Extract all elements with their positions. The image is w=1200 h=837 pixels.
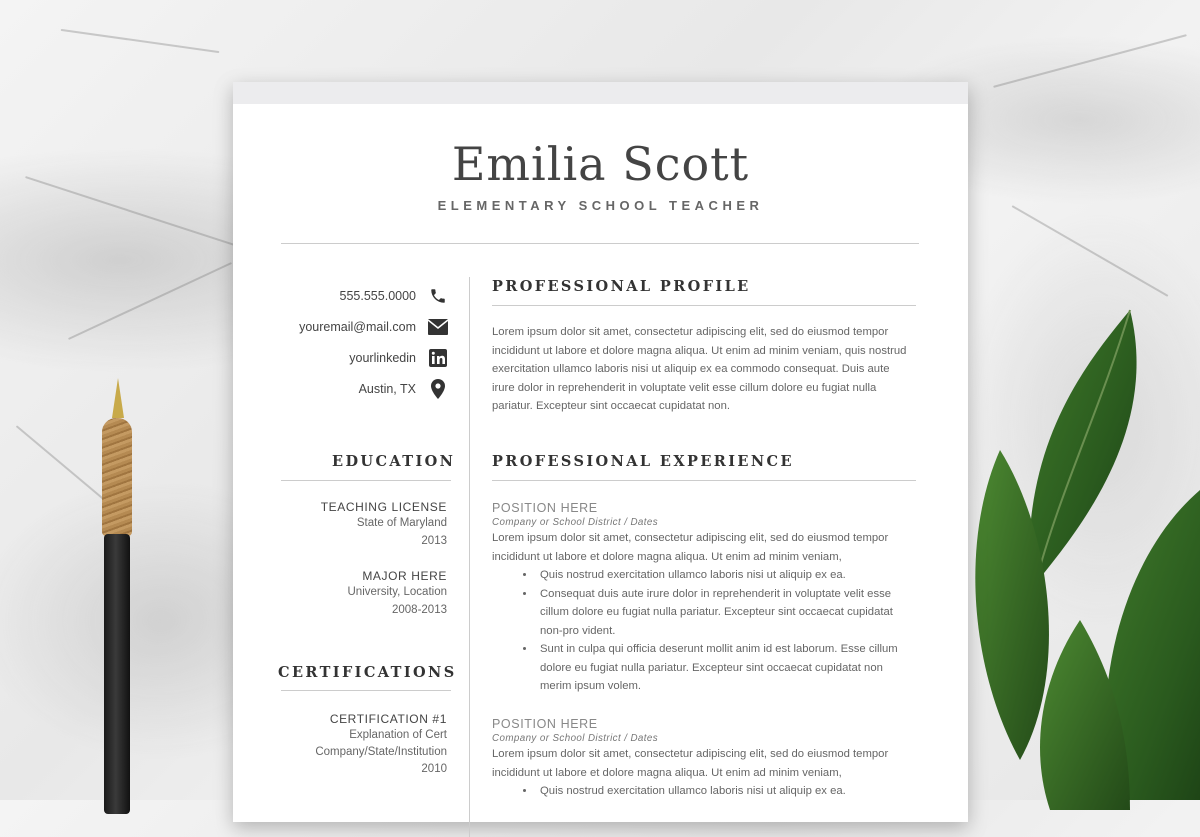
candidate-name: Emilia Scott: [451, 137, 750, 191]
job-company: Company or School District / Dates: [492, 733, 659, 744]
envelope-icon: [428, 317, 448, 337]
phone-icon: [428, 286, 448, 306]
profile-heading: PROFESSIONAL PROFILE: [492, 278, 751, 295]
column-divider: [469, 277, 470, 837]
contact-linkedin: [248, 342, 448, 373]
candidate-title: ELEMENTARY SCHOOL TEACHER: [437, 198, 764, 213]
experience-rule: [492, 480, 916, 481]
certification-title: CERTIFICATION #1: [329, 712, 447, 726]
job-bullets: [492, 566, 912, 696]
marble-vein: [61, 29, 220, 53]
job-entry: [492, 500, 912, 696]
job-entry: [492, 716, 912, 801]
marble-vein: [993, 34, 1187, 88]
plant-leaves-image: [960, 290, 1200, 810]
education-year: 2013: [421, 535, 447, 547]
job-bullet: • Consequat duis aute irure dolor in reprehenderit in voluptate velit esse cillum dolore eu fugiat nulla pariatur. Excepteur sint occaecat cupidatat non-pro vident.: [536, 585, 912, 641]
fountain-pen-image: [96, 378, 140, 808]
email-text: youremail@mail.com: [299, 319, 416, 334]
education-year: 2008-2013: [392, 604, 447, 616]
education-title: MAJOR HERE: [362, 569, 447, 583]
education-line: State of Maryland: [356, 517, 447, 529]
certification-line: Explanation of Cert: [349, 729, 447, 741]
education-line: University, Location: [347, 586, 447, 598]
profile-text: Lorem ipsum dolor sit amet, consectetur adipiscing elit, sed do eiusmod tempor incididunt ut labore et dolore magna aliqua. Ut enim ad minim veniam, quis nostrud exercitation ullamco laboris nisi ut aliquip ex ea commodo consequat. Duis aute irure dolor in reprehenderit in voluptate velit esse cillum dolore eu fugiat nulla pariatur. Excepteur sint occaecat cupidatat non.: [492, 326, 907, 412]
certifications-rule: [281, 690, 451, 691]
phone-text: 555.555.0000: [339, 288, 416, 303]
top-band: [233, 82, 968, 104]
location-pin-icon: [428, 379, 448, 399]
job-summary: Lorem ipsum dolor sit amet, consectetur adipiscing elit, sed do eiusmod tempor incididunt ut labore et dolore magna aliqua. Ut enim ad minim veniam,: [492, 532, 889, 563]
header-divider: [281, 243, 919, 244]
education-rule: [281, 480, 451, 481]
education-item: [281, 500, 447, 547]
job-bullet: • Sunt in culpa qui officia deserunt mollit anim id est laborum. Esse cillum dolore eu fugiat nulla pariatur. Excepteur sint occaecat cupidatat non merim ipsum volem.: [536, 640, 912, 696]
education-item: [281, 569, 447, 616]
profile-rule: [492, 305, 916, 306]
experience-heading: PROFESSIONAL EXPERIENCE: [492, 453, 794, 470]
linkedin-icon: [428, 348, 448, 368]
education-title: TEACHING LICENSE: [320, 500, 447, 514]
certification-item: [281, 712, 447, 775]
marble-vein: [68, 262, 232, 340]
marble-vein: [25, 176, 235, 246]
job-bullet: • Quis nostrud exercitation ullamco laboris nisi ut aliquip ex ea.: [536, 782, 912, 801]
job-bullets: [492, 782, 912, 801]
contact-list: [248, 280, 448, 404]
resume-page: [233, 82, 968, 822]
job-summary: Lorem ipsum dolor sit amet, consectetur adipiscing elit, sed do eiusmod tempor incididunt ut labore et dolore magna aliqua. Ut enim ad minim veniam,: [492, 748, 889, 779]
education-heading: EDUCATION: [332, 453, 456, 470]
location-text: Austin, TX: [358, 381, 416, 396]
job-position: POSITION HERE: [492, 717, 598, 731]
certification-line: Company/State/Institution: [315, 746, 447, 758]
contact-phone: [248, 280, 448, 311]
certifications-heading: CERTIFICATIONS: [278, 664, 457, 681]
job-company: Company or School District / Dates: [492, 517, 659, 528]
certification-year: 2010: [421, 763, 447, 775]
linkedin-text: yourlinkedin: [349, 350, 416, 365]
job-bullet: • Quis nostrud exercitation ullamco laboris nisi ut aliquip ex ea.: [536, 566, 912, 585]
marble-vein: [1012, 205, 1169, 297]
contact-email: [248, 311, 448, 342]
contact-location: [248, 373, 448, 404]
job-position: POSITION HERE: [492, 501, 598, 515]
